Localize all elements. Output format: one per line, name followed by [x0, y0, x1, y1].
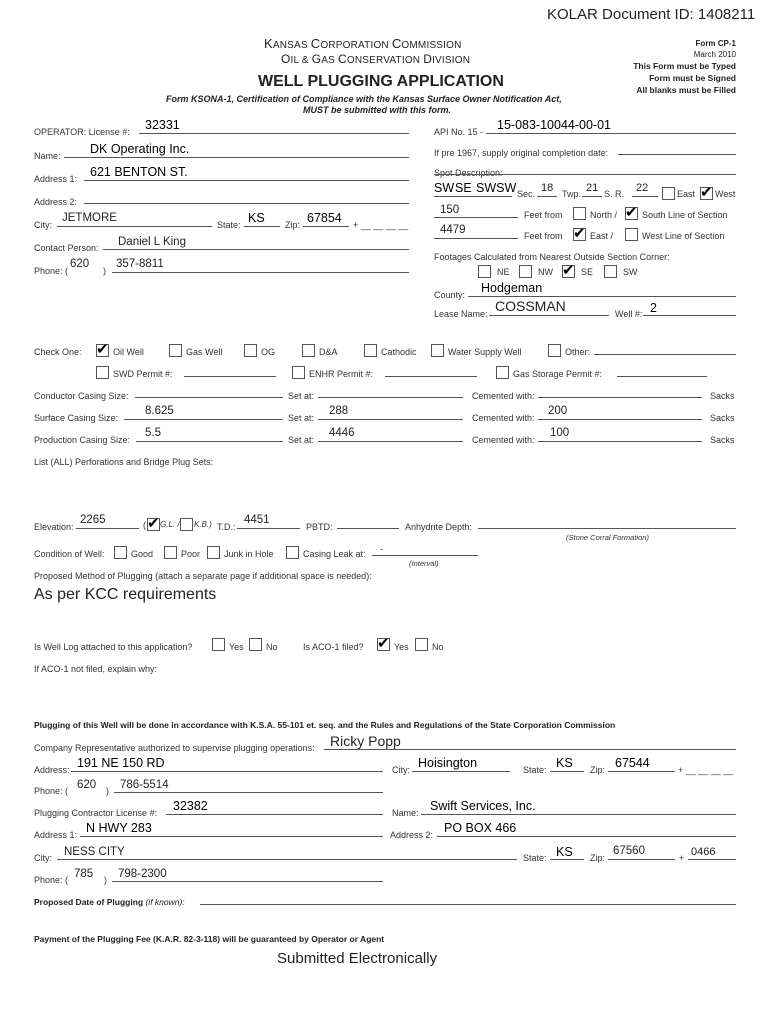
- surface-sacks-label: Sacks: [710, 413, 735, 423]
- address2-label: Address 2:: [34, 197, 78, 207]
- twp-label: Twp.: [562, 189, 582, 199]
- casing-leak-line: [372, 555, 478, 556]
- nw-checkbox[interactable]: [519, 265, 532, 278]
- contractor-city[interactable]: NESS CITY: [64, 846, 125, 858]
- well-number[interactable]: 2: [650, 301, 657, 315]
- rep-phone-area[interactable]: 620: [77, 779, 97, 791]
- range-line: [632, 196, 658, 197]
- operator-state[interactable]: KS: [248, 211, 265, 225]
- conductor-set-label: Set at:: [288, 391, 315, 401]
- ne-checkbox[interactable]: [478, 265, 491, 278]
- ne-label: NE: [497, 267, 510, 277]
- gas-well-label: Gas Well: [186, 347, 223, 357]
- feet-from-label: Feet from: [524, 210, 563, 220]
- aco-yes-checkbox[interactable]: [377, 638, 390, 651]
- contractor-addr2-label: Address 2:: [390, 830, 434, 840]
- rep-address[interactable]: 191 NE 150 RD: [77, 756, 165, 770]
- og-label: OG: [261, 347, 276, 357]
- rep-addr-line: [71, 771, 383, 772]
- surface-cement[interactable]: 200: [548, 405, 568, 417]
- conductor-size-line: [135, 397, 283, 398]
- city-line: [57, 226, 212, 227]
- well-number-line: [643, 315, 736, 316]
- conductor-cement-label: Cemented with:: [472, 391, 535, 401]
- water-supply-label: Water Supply Well: [448, 347, 522, 357]
- casing-leak-checkbox[interactable]: [286, 546, 299, 559]
- other-line: [594, 354, 736, 355]
- contractor-name[interactable]: Swift Services, Inc.: [430, 799, 536, 813]
- footages-label: Footages Calculated from Nearest Outside Section Corner:: [434, 252, 670, 262]
- form-date: March 2010: [693, 50, 736, 59]
- east-label: East: [677, 189, 696, 199]
- well-number-label: Well #:: [615, 309, 643, 319]
- county[interactable]: Hodgeman: [481, 281, 543, 295]
- rep-label: Company Representative authorized to supervise plugging operations:: [34, 743, 315, 753]
- surface-cement-label: Cemented with:: [472, 413, 535, 423]
- east2-label: East /: [590, 231, 614, 241]
- contractor-phone-close: ): [104, 875, 107, 885]
- production-size[interactable]: 5.5: [145, 427, 161, 439]
- production-cement-line: [538, 441, 702, 442]
- pre1967-line: [618, 154, 736, 155]
- rep-zip-line: [608, 771, 675, 772]
- oil-well-checkbox[interactable]: [96, 344, 109, 357]
- contractor-zip[interactable]: 67560: [613, 845, 645, 857]
- address1-label: Address 1:: [34, 174, 78, 184]
- spot-label: Spot Description:: [434, 168, 503, 178]
- conductor-set-line: [318, 397, 463, 398]
- production-set[interactable]: 4446: [329, 427, 355, 439]
- rep-phone-close: ): [106, 786, 109, 796]
- contractor-state[interactable]: KS: [556, 845, 573, 859]
- rep-city-line: [412, 771, 510, 772]
- form-note-typed: This Form must be Typed: [633, 61, 736, 71]
- contractor-city-label: City:: [34, 853, 52, 863]
- sec-label: Sec.: [517, 189, 536, 199]
- rep-city[interactable]: Hoisington: [418, 756, 478, 770]
- production-sacks-label: Sacks: [710, 435, 735, 445]
- production-label: Production Casing Size:: [34, 435, 131, 445]
- rep-zip-label: Zip:: [590, 765, 606, 775]
- form-title: WELL PLUGGING APPLICATION: [258, 73, 504, 90]
- pre1967-label: If pre 1967, supply original completion date:: [434, 148, 609, 158]
- surface-cement-line: [538, 419, 702, 420]
- contractor-zip-line: [608, 859, 675, 860]
- contractor-name-label: Name:: [392, 808, 419, 818]
- zip-label: Zip:: [285, 220, 301, 230]
- production-size-line: [136, 441, 283, 442]
- gas-storage-permit-line: [617, 376, 707, 377]
- surface-size[interactable]: 8.625: [145, 405, 174, 417]
- plugging-statement: Plugging of this Well will be done in accordance with K.S.A. 55-101 et. seq. and the Rules and Regulations of the State Corporation Commission: [34, 720, 616, 730]
- cathodic-label: Cathodic: [381, 347, 417, 357]
- division-name: OIL & GAS CONSERVATION DIVISION: [281, 52, 471, 66]
- gl-label: G.L. /: [160, 520, 180, 529]
- kb-label: K.B.): [194, 520, 212, 529]
- oil-well-label: Oil Well: [113, 347, 144, 357]
- swd-label: SWD Permit #:: [113, 369, 173, 379]
- contractor-addr1-label: Address 1:: [34, 830, 78, 840]
- form-note-signed: Form must be Signed: [649, 73, 736, 83]
- agency-name: KANSAS CORPORATION COMMISSION: [264, 36, 462, 51]
- conductor-sacks-label: Sacks: [710, 391, 735, 401]
- township[interactable]: 21: [586, 182, 599, 194]
- good-label: Good: [131, 549, 154, 559]
- swd-permit-line: [184, 376, 276, 377]
- rep-zip-ext: + __ __ __ __: [678, 765, 734, 775]
- elevation[interactable]: 2265: [80, 514, 106, 526]
- rep-state-label: State:: [523, 765, 547, 775]
- well-log-yes-label: Yes: [229, 642, 244, 652]
- rep-state-line: [550, 771, 584, 772]
- contractor-phone-line: [112, 881, 383, 882]
- conductor-cement-line: [538, 397, 702, 398]
- operator-contact[interactable]: Daniel L King: [118, 236, 186, 248]
- operator-phone-area[interactable]: 620: [70, 258, 90, 270]
- spot-q-line: [434, 196, 512, 197]
- south-label: South Line of Section: [642, 210, 728, 220]
- da-checkbox[interactable]: [302, 344, 315, 357]
- gl-checkbox[interactable]: [147, 518, 160, 531]
- rep-phone[interactable]: 786-5514: [120, 779, 169, 791]
- contractor-license[interactable]: 32382: [173, 799, 208, 813]
- name-label: Name:: [34, 151, 61, 161]
- contractor-zip-label: Zip:: [590, 853, 606, 863]
- other-checkbox[interactable]: [548, 344, 561, 357]
- spot-q3[interactable]: SWSW: [476, 181, 517, 195]
- enhr-permit-line: [385, 376, 477, 377]
- twp-line: [582, 196, 602, 197]
- junk-label: Junk in Hole: [224, 549, 274, 559]
- gas-storage-label: Gas Storage Permit #:: [513, 369, 603, 379]
- total-depth[interactable]: 4451: [244, 514, 270, 526]
- contact-label: Contact Person:: [34, 243, 99, 253]
- junk-checkbox[interactable]: [207, 546, 220, 559]
- operator-address1[interactable]: 621 BENTON ST.: [90, 165, 188, 179]
- sec-line: [537, 196, 557, 197]
- gas-storage-checkbox[interactable]: [496, 366, 509, 379]
- pbtd-label: PBTD:: [306, 522, 333, 532]
- rep-line: [324, 749, 736, 750]
- lease-line: [489, 315, 609, 316]
- submitted-electronically: Submitted Electronically: [277, 950, 438, 967]
- contractor-state-line: [550, 859, 584, 860]
- elevation-line: [76, 528, 139, 529]
- section[interactable]: 18: [541, 182, 554, 194]
- proposed-date-line: [200, 904, 736, 905]
- feet1-line: [434, 217, 518, 218]
- contractor-state-label: State:: [523, 853, 547, 863]
- phone-line: [112, 272, 409, 273]
- nw-label: NW: [538, 267, 553, 277]
- check-one-label: Check One:: [34, 347, 82, 357]
- well-log-yes-checkbox[interactable]: [212, 638, 225, 651]
- rep-state[interactable]: KS: [556, 756, 573, 770]
- swd-checkbox[interactable]: [96, 366, 109, 379]
- spot-q1[interactable]: SW: [434, 181, 455, 195]
- perforations-label: List (ALL) Perforations and Bridge Plug Sets:: [34, 457, 214, 467]
- lease-name[interactable]: COSSMAN: [495, 298, 566, 314]
- well-log-no-checkbox[interactable]: [249, 638, 262, 651]
- surface-size-line: [124, 419, 283, 420]
- aco-yes-label: Yes: [394, 642, 409, 652]
- contractor-phone[interactable]: 798-2300: [118, 868, 167, 880]
- contractor-addr2-line: [437, 836, 736, 837]
- state-label: State:: [217, 220, 241, 230]
- api-label: API No. 15 -: [434, 127, 484, 137]
- water-supply-checkbox[interactable]: [431, 344, 444, 357]
- casing-leak-value[interactable]: -: [380, 544, 383, 554]
- method-label: Proposed Method of Plugging (attach a separate page if additional space is needed):: [34, 571, 372, 581]
- form-subtitle-1: Form KSONA-1, Certification of Compliance with the Kansas Surface Owner Notification Act,: [166, 94, 562, 104]
- plugging-method[interactable]: As per KCC requirements: [34, 586, 217, 603]
- production-cement-label: Cemented with:: [472, 435, 535, 445]
- spot-q2[interactable]: SE: [455, 181, 472, 195]
- other-label: Other:: [565, 347, 591, 357]
- condition-label: Condition of Well:: [34, 549, 105, 559]
- form-subtitle-2: MUST be submitted with this form.: [303, 105, 451, 115]
- address1-line: [84, 180, 409, 181]
- td-label: T.D.:: [217, 522, 236, 532]
- gas-well-checkbox[interactable]: [169, 344, 182, 357]
- td-line: [237, 528, 300, 529]
- operator-zip[interactable]: 67854: [307, 211, 342, 225]
- form-note-filled: All blanks must be Filled: [636, 85, 736, 95]
- phone-label: Phone: (: [34, 266, 69, 276]
- good-checkbox[interactable]: [114, 546, 127, 559]
- range[interactable]: 22: [636, 182, 649, 194]
- feet-from-ew[interactable]: 4479: [440, 224, 466, 236]
- operator-license[interactable]: 32331: [145, 118, 180, 132]
- west-label: West: [715, 189, 736, 199]
- well-log-no-label: No: [266, 642, 278, 652]
- aco-explain-label: If ACO-1 not filed, explain why:: [34, 664, 158, 674]
- stone-corral-note: (Stone Corral Formation): [566, 533, 649, 542]
- west2-label: West Line of Section: [642, 231, 725, 241]
- east-checkbox[interactable]: [662, 187, 675, 200]
- contractor-phone-label: Phone: (: [34, 875, 69, 885]
- rep-city-label: City:: [392, 765, 410, 775]
- api-number[interactable]: 15-083-10044-00-01: [497, 118, 611, 132]
- operator-name[interactable]: DK Operating Inc.: [90, 142, 190, 156]
- og-checkbox[interactable]: [244, 344, 257, 357]
- proposed-date-label: Proposed Date of Plugging (if known):: [34, 897, 185, 907]
- rep-phone-line: [114, 792, 383, 793]
- surface-set-line: [318, 419, 463, 420]
- east2-checkbox[interactable]: [573, 228, 586, 241]
- aco-no-checkbox[interactable]: [415, 638, 428, 651]
- casing-leak-label: Casing Leak at:: [303, 549, 366, 559]
- enhr-label: ENHR Permit #:: [309, 369, 374, 379]
- anhydrite-line: [478, 528, 736, 529]
- phone-close: ): [103, 266, 106, 276]
- city-label: City:: [34, 220, 52, 230]
- contractor-address2[interactable]: PO BOX 466: [444, 821, 517, 835]
- api-line: [486, 133, 736, 134]
- poor-checkbox[interactable]: [164, 546, 177, 559]
- sw-label: SW: [623, 267, 638, 277]
- feet-from-label-2: Feet from: [524, 231, 563, 241]
- zip-line: [303, 226, 349, 227]
- payment-statement: Payment of the Plugging Fee (K.A.R. 82-3-118) will be guaranteed by Operator or Agent: [34, 934, 385, 944]
- contractor-license-line: [166, 814, 383, 815]
- name-line: [64, 157, 409, 158]
- interval-note: (Interval): [409, 559, 439, 568]
- elevation-label: Elevation:: [34, 522, 74, 532]
- contractor-zip-ext-line: [688, 859, 736, 860]
- south-checkbox[interactable]: [625, 207, 638, 220]
- address2-line: [84, 203, 409, 204]
- north-label: North /: [590, 210, 618, 220]
- contractor-zip-ext[interactable]: 0466: [691, 846, 716, 858]
- aco-no-label: No: [432, 642, 444, 652]
- surface-set-label: Set at:: [288, 413, 315, 423]
- license-label: OPERATOR: License #:: [34, 127, 130, 137]
- county-label: County:: [434, 290, 466, 300]
- production-set-label: Set at:: [288, 435, 315, 445]
- surface-label: Surface Casing Size:: [34, 413, 119, 423]
- license-line: [139, 133, 409, 134]
- contractor-zip-plus: +: [679, 853, 685, 863]
- operator-city[interactable]: JETMORE: [62, 212, 117, 224]
- state-line: [244, 226, 280, 227]
- enhr-checkbox[interactable]: [292, 366, 305, 379]
- aco-label: Is ACO-1 filed?: [303, 642, 364, 652]
- range-label: S. R.: [604, 189, 625, 199]
- sw-checkbox[interactable]: [604, 265, 617, 278]
- conductor-label: Conductor Casing Size:: [34, 391, 129, 401]
- county-line: [468, 296, 736, 297]
- se-label: SE: [581, 267, 594, 277]
- feet2-line: [434, 238, 518, 239]
- surface-set[interactable]: 288: [329, 405, 349, 417]
- zip-ext: + __ __ __ __: [353, 220, 409, 230]
- rep-phone-label: Phone: (: [34, 786, 69, 796]
- form-number: Form CP-1: [695, 39, 736, 48]
- spot-line: [434, 174, 736, 175]
- feet-from-ns[interactable]: 150: [440, 204, 460, 216]
- poor-label: Poor: [181, 549, 201, 559]
- well-log-label: Is Well Log attached to this application?: [34, 642, 193, 652]
- contractor-license-label: Plugging Contractor License #:: [34, 808, 158, 818]
- production-cement[interactable]: 100: [550, 427, 570, 439]
- production-set-line: [318, 441, 463, 442]
- contractor-city-line: [57, 859, 517, 860]
- cathodic-checkbox[interactable]: [364, 344, 377, 357]
- elevation-paren: (: [143, 520, 146, 530]
- north-checkbox[interactable]: [573, 207, 586, 220]
- west-checkbox[interactable]: [700, 187, 713, 200]
- kb-checkbox[interactable]: [180, 518, 193, 531]
- contractor-phone-area[interactable]: 785: [74, 868, 94, 880]
- anhydrite-label: Anhydrite Depth:: [405, 522, 473, 532]
- da-label: D&A: [319, 347, 338, 357]
- west2-checkbox[interactable]: [625, 228, 638, 241]
- rep-name[interactable]: Ricky Popp: [330, 733, 401, 749]
- operator-phone[interactable]: 357-8811: [116, 258, 164, 270]
- contractor-addr1-line: [80, 836, 383, 837]
- se-checkbox[interactable]: [562, 265, 575, 278]
- document-id: KOLAR Document ID: 1408211: [547, 6, 756, 23]
- lease-label: Lease Name:: [434, 309, 488, 319]
- contractor-address1[interactable]: N HWY 283: [86, 821, 152, 835]
- contact-line: [103, 249, 409, 250]
- pbtd-line: [337, 528, 399, 529]
- rep-addr-label: Address:: [34, 765, 70, 775]
- contractor-name-line: [421, 814, 736, 815]
- rep-zip[interactable]: 67544: [615, 756, 650, 770]
